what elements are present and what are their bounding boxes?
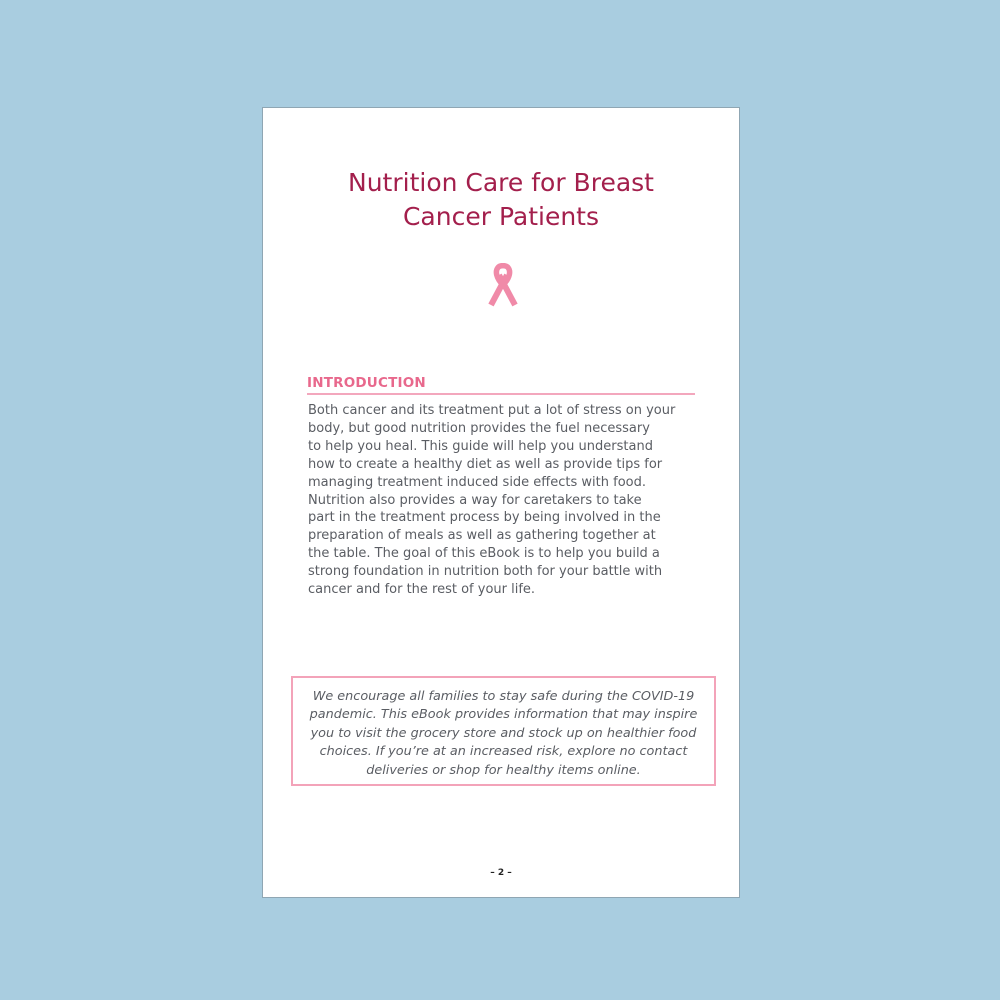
intro-line: the table. The goal of this eBook is to help you build a [308, 546, 660, 562]
notice-line: deliveries or shop for healthy items online. [366, 762, 641, 778]
notice-line: you to visit the grocery store and stock up on healthier food [310, 725, 697, 741]
intro-line: managing treatment induced side effects with food. [308, 474, 646, 490]
notice-line: pandemic. This eBook provides information that may inspire [309, 707, 698, 723]
intro-line: part in the treatment process by being involved in the [308, 510, 661, 526]
covid-notice-text [293, 688, 714, 780]
title-line-1: Nutrition Care for Breast [348, 168, 654, 197]
intro-line: preparation of meals as well as gathering together at [308, 528, 656, 544]
page-number: – 2 – [490, 868, 512, 878]
introduction-heading: INTRODUCTION [307, 374, 695, 395]
page-title [263, 166, 739, 234]
intro-line: cancer and for the rest of your life. [308, 582, 536, 598]
notice-line: choices. If you’re at an increased risk, explore no contact [319, 744, 688, 760]
introduction-paragraph [308, 402, 698, 599]
intro-line: how to create a healthy diet as well as provide tips for [308, 456, 663, 472]
covid-notice-box [291, 676, 716, 786]
title-line-2: Cancer Patients [402, 202, 600, 231]
pink-ribbon-icon [484, 263, 522, 309]
intro-line: Nutrition also provides a way for caretakers to take [308, 492, 642, 508]
notice-line: We encourage all families to stay safe during the COVID-19 [312, 689, 695, 704]
intro-line: to help you heal. This guide will help you understand [308, 438, 653, 454]
intro-line: strong foundation in nutrition both for your battle with [308, 564, 663, 580]
ebook-page [262, 107, 740, 898]
intro-line: Both cancer and its treatment put a lot of stress on your [308, 403, 676, 418]
intro-line: body, but good nutrition provides the fuel necessary [308, 420, 650, 436]
